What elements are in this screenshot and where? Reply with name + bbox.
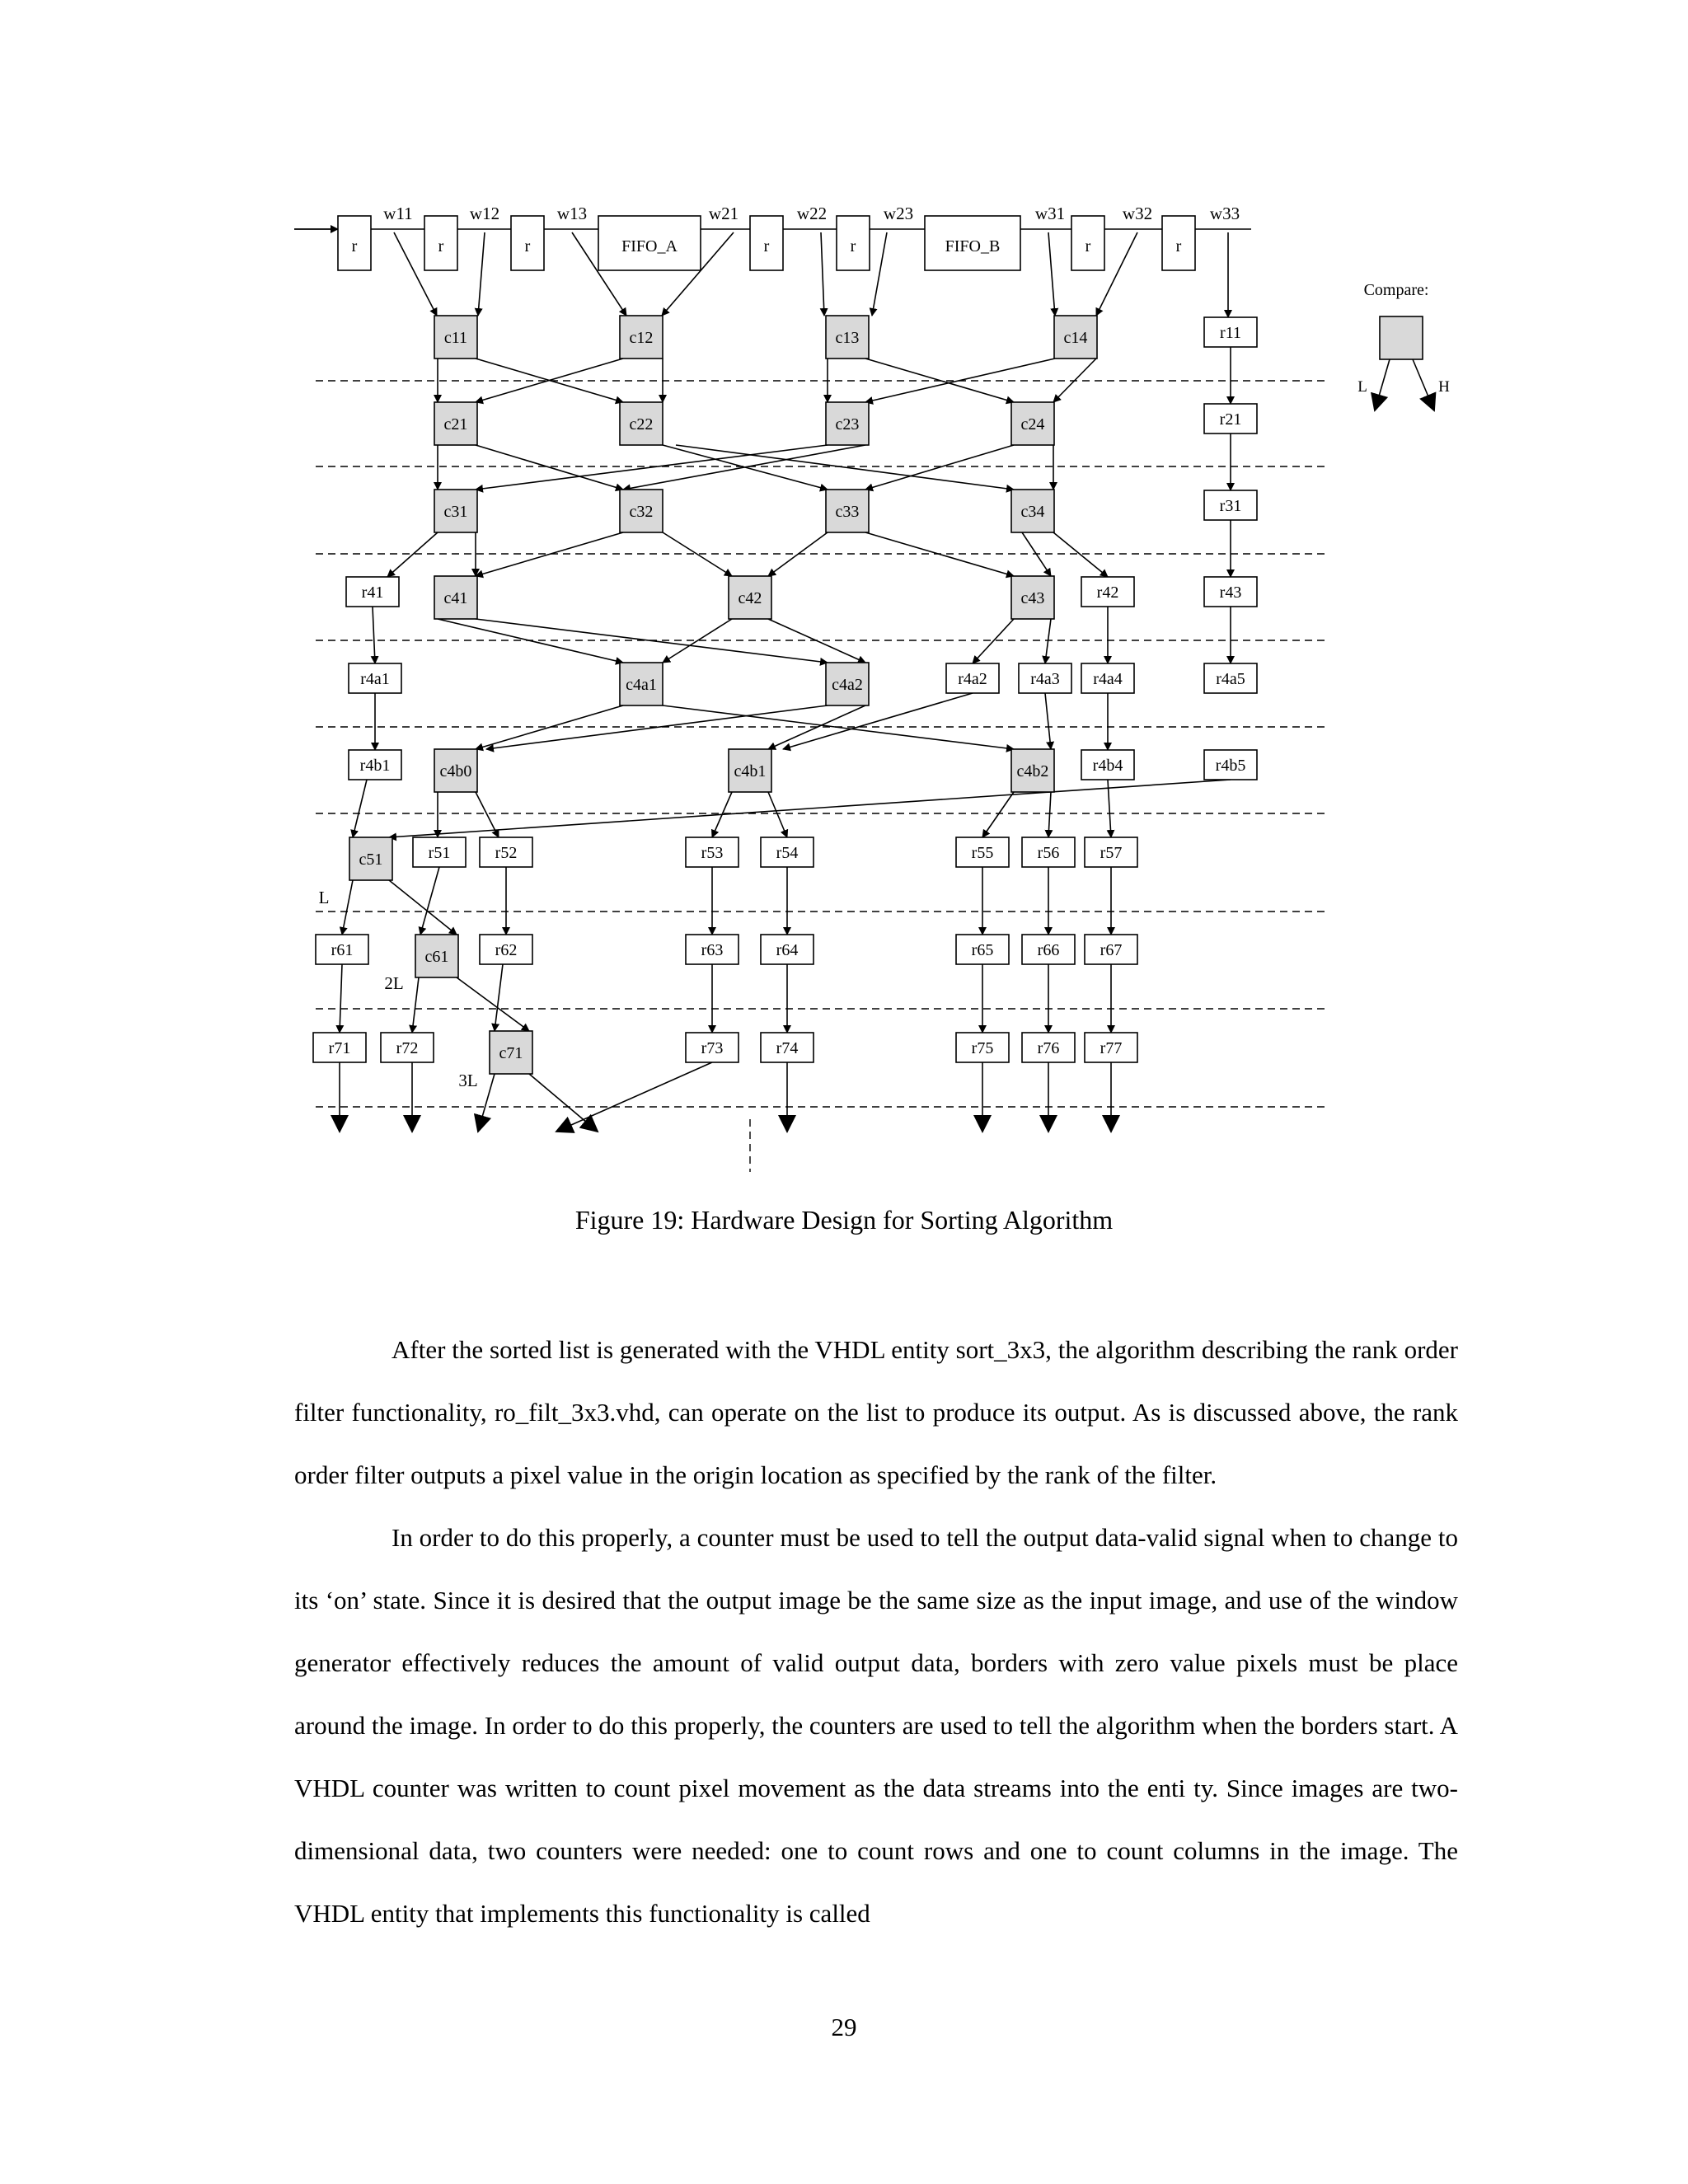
register-node-label: r77 bbox=[1100, 1039, 1123, 1057]
legend-low-label: L bbox=[1357, 378, 1367, 396]
wire-arrow bbox=[556, 1062, 712, 1132]
wire-arrow bbox=[1045, 619, 1051, 663]
compare-node-label: c22 bbox=[629, 415, 654, 434]
register-node-label: r4a5 bbox=[1216, 670, 1245, 688]
compare-node-label: c14 bbox=[1063, 329, 1088, 347]
wire-arrow bbox=[768, 792, 787, 837]
nodes bbox=[313, 216, 1257, 1074]
register-node-label: r4b1 bbox=[359, 757, 391, 775]
legend-compare-box bbox=[1380, 316, 1423, 359]
compare-node-label: c71 bbox=[499, 1044, 523, 1062]
register-node-label: r63 bbox=[701, 941, 724, 959]
compare-node-label: c61 bbox=[424, 948, 449, 966]
register-node-label: r71 bbox=[328, 1039, 351, 1057]
compare-node-label: c43 bbox=[1020, 589, 1045, 607]
compare-node-label: c41 bbox=[443, 589, 468, 607]
tap-label: w13 bbox=[556, 204, 588, 223]
register-node-label: r67 bbox=[1100, 941, 1123, 959]
wire-arrow bbox=[1048, 792, 1051, 837]
legend-high-label: H bbox=[1438, 378, 1450, 396]
wire-arrow bbox=[476, 445, 828, 490]
compare-node-label: c4a1 bbox=[626, 676, 657, 694]
wire-arrow bbox=[1045, 693, 1051, 749]
wire-arrow bbox=[340, 964, 342, 1033]
compare-node-label: c51 bbox=[359, 851, 383, 869]
wire-arrow bbox=[1048, 232, 1055, 316]
wire-arrow bbox=[353, 780, 367, 837]
register-node-label: r41 bbox=[361, 583, 384, 602]
register-node-label: r62 bbox=[495, 941, 518, 959]
wire-arrow bbox=[663, 619, 732, 663]
register-node-label: r56 bbox=[1037, 844, 1060, 862]
register-node-label: r55 bbox=[971, 844, 994, 862]
paragraph-1: After the sorted list is generated with the VHDL entity sort_3x3, the algorithm describing the rank order filter functionality, ro_filt_3x3.vhd, can operate on the list to produce its output. As is discussed above, the rank order filter outputs a pixel value in the origin location as specified by the rank of the filter. bbox=[294, 1335, 1458, 1489]
wire-arrow bbox=[478, 1074, 495, 1132]
compare-node-label: c31 bbox=[443, 503, 468, 521]
compare-node-label: c21 bbox=[443, 415, 468, 434]
wire-arrow bbox=[821, 232, 824, 316]
wire-arrow bbox=[495, 964, 503, 1031]
tap-label: w21 bbox=[708, 204, 739, 223]
wire-arrow bbox=[412, 977, 419, 1033]
register-node-label: r54 bbox=[776, 844, 799, 862]
register-node-label: r4b4 bbox=[1092, 757, 1123, 775]
fifo-b-label: FIFO_B bbox=[945, 237, 1001, 255]
tap-label: w33 bbox=[1209, 204, 1240, 223]
register-node-label: r64 bbox=[776, 941, 799, 959]
register-node-label: r72 bbox=[396, 1039, 419, 1057]
fifo-a-label: FIFO_A bbox=[621, 237, 678, 255]
wire-arrow bbox=[1053, 532, 1108, 577]
compare-node-label: c34 bbox=[1020, 503, 1045, 521]
register-node-label: r53 bbox=[701, 844, 724, 862]
register-node-label: r75 bbox=[971, 1039, 994, 1057]
wire-arrow bbox=[663, 532, 732, 576]
shift-register-label: r bbox=[850, 237, 856, 255]
register-node-label: r43 bbox=[1219, 583, 1242, 602]
compare-node-label: c11 bbox=[443, 329, 468, 347]
register-node-label: r31 bbox=[1219, 497, 1242, 515]
compare-node-label: c12 bbox=[629, 329, 654, 347]
tap-label: w11 bbox=[383, 204, 413, 223]
compare-node-label: c32 bbox=[629, 503, 654, 521]
wire-arrow bbox=[476, 445, 623, 490]
shift-register-label: r bbox=[524, 237, 531, 255]
wire-arrow bbox=[389, 780, 1231, 837]
wire-arrow bbox=[342, 880, 353, 935]
tap-label: w23 bbox=[883, 204, 914, 223]
wire-arrow bbox=[623, 445, 865, 490]
compare-node-label: c13 bbox=[835, 329, 860, 347]
register-node-label: r57 bbox=[1100, 844, 1123, 862]
shift-register-label: r bbox=[351, 237, 358, 255]
side-label-3l: 3L bbox=[458, 1071, 478, 1090]
tap-label: w31 bbox=[1034, 204, 1066, 223]
shift-register-label: r bbox=[438, 237, 444, 255]
register-node-label: r11 bbox=[1220, 324, 1241, 342]
compare-node-label: c4a2 bbox=[832, 676, 863, 694]
register-node-label: r61 bbox=[331, 941, 354, 959]
side-label-l: L bbox=[318, 888, 330, 907]
compare-node-label: c4b0 bbox=[439, 762, 472, 780]
wire-arrow bbox=[872, 232, 887, 316]
tap-label: w12 bbox=[469, 204, 500, 223]
register-node-label: r4a4 bbox=[1093, 670, 1123, 688]
compare-node-label: c23 bbox=[835, 415, 860, 434]
wire-arrow bbox=[387, 532, 438, 577]
tap-label: w32 bbox=[1122, 204, 1153, 223]
wire-arrow bbox=[373, 607, 375, 663]
legend-title: Compare: bbox=[1363, 281, 1429, 299]
register-node-label: r4b5 bbox=[1215, 757, 1246, 775]
compare-node-label: c33 bbox=[835, 503, 860, 521]
register-node-label: r73 bbox=[701, 1039, 724, 1057]
figure-caption: Figure 19: Hardware Design for Sorting Algorithm bbox=[574, 1205, 1114, 1235]
tap-label: w22 bbox=[796, 204, 828, 223]
wire-arrow bbox=[1375, 359, 1390, 410]
compare-node-label: c4b1 bbox=[734, 762, 767, 780]
wire-arrow bbox=[973, 619, 1014, 663]
register-node-label: r65 bbox=[971, 941, 994, 959]
register-node-label: r74 bbox=[776, 1039, 799, 1057]
wire-arrow bbox=[676, 445, 1014, 490]
register-node-label: r66 bbox=[1037, 941, 1060, 959]
register-node-label: r42 bbox=[1096, 583, 1119, 602]
compare-node-label: c24 bbox=[1020, 415, 1045, 434]
register-node-label: r76 bbox=[1037, 1039, 1060, 1057]
register-node-label: r4a2 bbox=[958, 670, 987, 688]
register-node-label: r21 bbox=[1219, 410, 1242, 429]
register-node-label: r52 bbox=[495, 844, 518, 862]
register-node-label: r51 bbox=[428, 844, 451, 862]
compare-node-label: c42 bbox=[738, 589, 762, 607]
shift-register-label: r bbox=[763, 237, 770, 255]
register-node-label: r4a1 bbox=[360, 670, 390, 688]
body-text bbox=[294, 1319, 1458, 1945]
wire-arrow bbox=[982, 792, 1014, 837]
wire-arrow bbox=[1413, 359, 1434, 410]
paragraph-2: In order to do this properly, a counter must be used to tell the output data-valid signal when to change to its ‘on’ state. Since it is desired that the output image be the same size as the input image, and use of the window generator effectively reduces the amount of valid output data, borders with zero value pixels must be place around the image. In order to do this properly, the counters are used to tell the algorithm when the borders start. A VHDL counter was written to count pixel movement as the data streams into the enti ty. Since images are two-dimensional data, two counters were needed: one to count rows and one to count columns in the image. The VHDL entity that implements this functionality is called bbox=[294, 1523, 1458, 1928]
shift-register-label: r bbox=[1175, 237, 1182, 255]
wire-arrow bbox=[457, 977, 529, 1031]
side-label-2l: 2L bbox=[384, 973, 404, 993]
wire-arrow bbox=[529, 1074, 598, 1132]
wire-arrow bbox=[478, 232, 485, 316]
shift-register-label: r bbox=[1085, 237, 1091, 255]
register-node-label: r4a3 bbox=[1030, 670, 1060, 688]
wire-arrow bbox=[865, 445, 1014, 490]
wire-arrow bbox=[420, 867, 439, 935]
compare-node-label: c4b2 bbox=[1016, 762, 1049, 780]
page-number: 29 bbox=[831, 2013, 857, 2041]
